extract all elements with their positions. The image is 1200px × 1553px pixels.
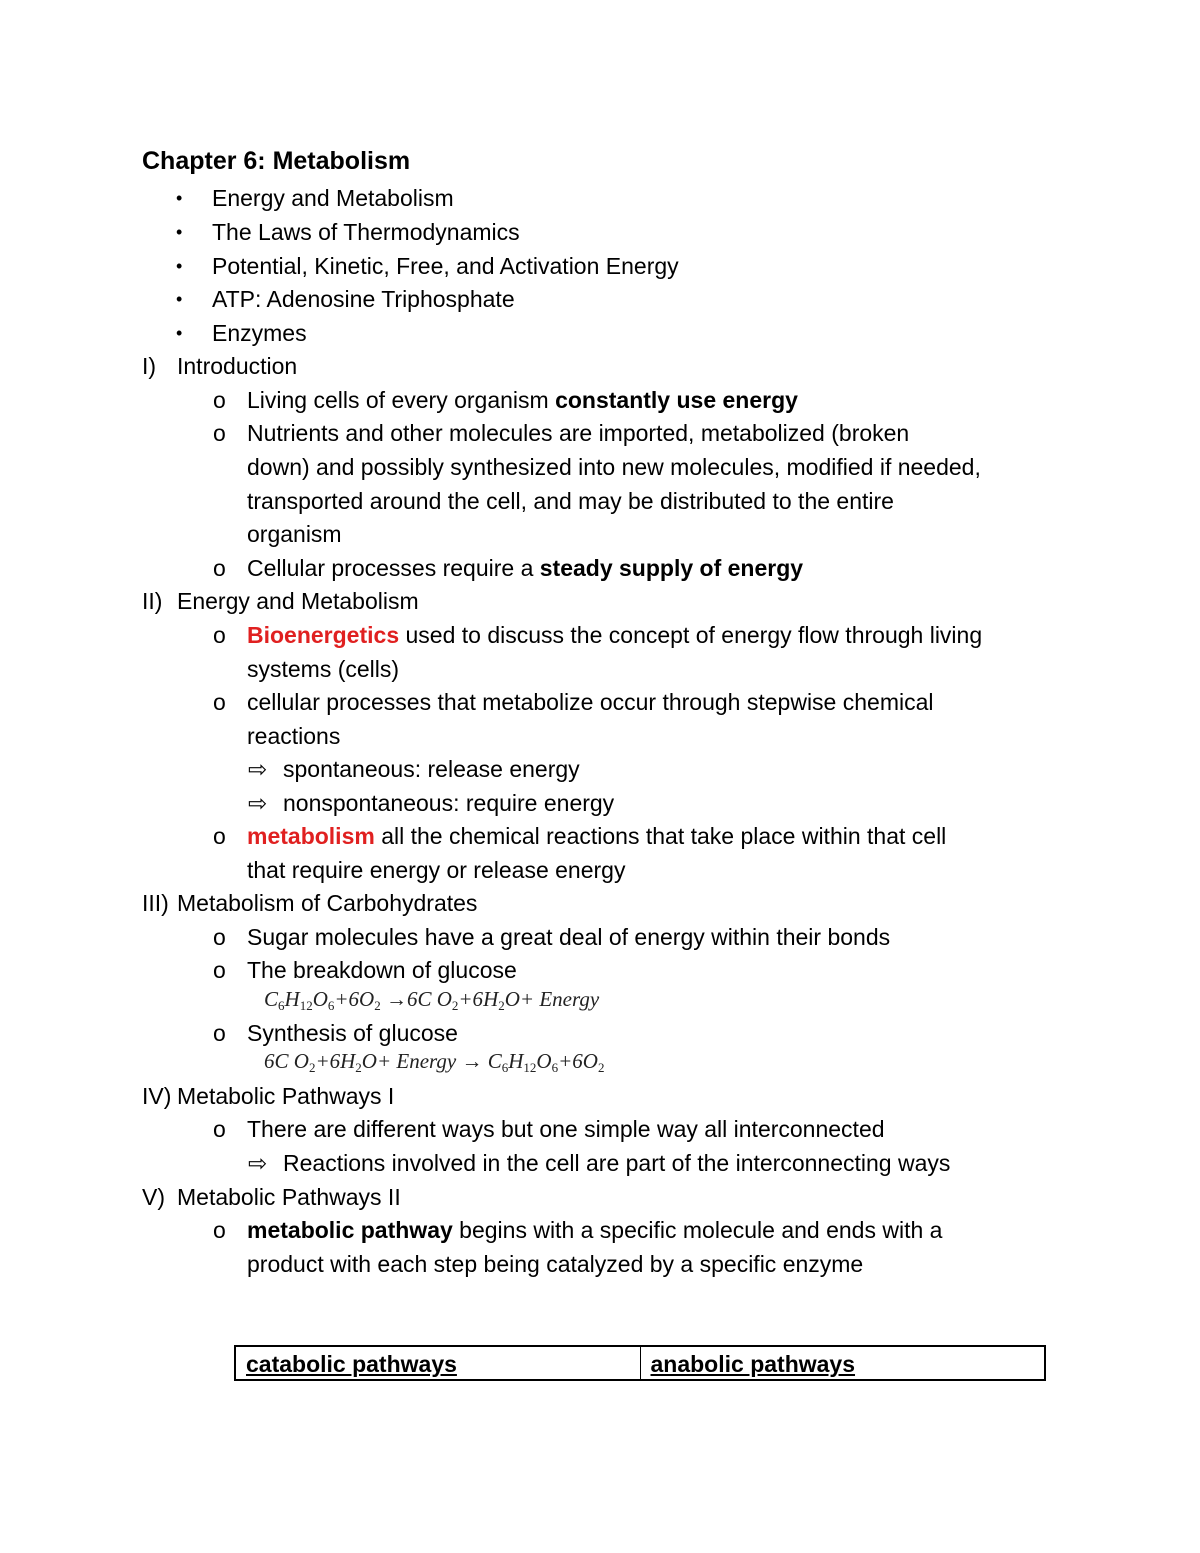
eq-subscript: 2 <box>374 998 381 1013</box>
note-text: Cellular processes require a <box>247 555 540 581</box>
key-term: metabolism <box>247 823 375 849</box>
eq-subscript: 6 <box>551 1060 559 1075</box>
circle-bullet-icon: o <box>213 957 226 983</box>
note-text: down) and possibly synthesized into new molecules, modified if needed, <box>247 454 981 480</box>
eq-part: O+ Energy <box>361 1049 457 1073</box>
eq-part: H <box>508 1049 524 1073</box>
eq-subscript: 2 <box>451 998 459 1013</box>
eq-part: → <box>461 1049 483 1073</box>
eq-subscript: 6 <box>278 998 285 1013</box>
note-text: There are different ways but one simple way all interconnected <box>247 1116 885 1142</box>
note-text: product with each step being catalyzed by a specific enzyme <box>247 1251 864 1277</box>
section-number: II) <box>142 588 163 614</box>
section-number: III) <box>142 890 169 916</box>
sub-note-text: nonspontaneous: require energy <box>283 790 615 816</box>
eq-part: O <box>312 987 328 1011</box>
eq-part: +6 <box>558 1049 583 1073</box>
circle-bullet-icon: o <box>213 555 226 581</box>
topic-item: Enzymes <box>212 320 307 346</box>
bullet-icon: • <box>176 188 183 208</box>
section-heading: Metabolism of Carbohydrates <box>177 890 478 916</box>
note-text: Synthesis of glucose <box>247 1020 458 1046</box>
arrow-bullet-icon: ⇨ <box>248 790 268 816</box>
circle-bullet-icon: o <box>213 1020 226 1046</box>
sub-note-text: spontaneous: release energy <box>283 756 580 782</box>
bullet-icon: • <box>176 222 183 242</box>
note-text: all the chemical reactions that take place within that cell <box>374 823 947 849</box>
eq-subscript: 6 <box>327 998 335 1013</box>
key-term: Bioenergetics <box>247 622 400 648</box>
note-item <box>247 551 803 585</box>
note-item <box>247 383 798 417</box>
pathways-table <box>234 1345 1046 1381</box>
table-header-catabolic: catabolic pathways <box>246 1351 457 1377</box>
topic-item: ATP: Adenosine Triphosphate <box>212 286 515 312</box>
note-text: systems (cells) <box>247 656 400 682</box>
topic-item: The Laws of Thermodynamics <box>212 219 520 245</box>
eq-part: O <box>536 1049 552 1073</box>
note-text: begins with a specific molecule and ends with a <box>452 1217 943 1243</box>
eq-part: +6 <box>315 1049 341 1073</box>
eq-subscript: 6 <box>501 1060 509 1075</box>
sub-note-text: Reactions involved in the cell are part of the interconnecting ways <box>283 1150 951 1176</box>
note-text: that require energy or release energy <box>247 857 626 883</box>
eq-part: O+ Energy <box>504 987 600 1011</box>
note-item <box>247 618 982 652</box>
circle-bullet-icon: o <box>213 924 226 950</box>
note-text: transported around the cell, and may be distributed to the entire <box>247 488 894 514</box>
note-text: Nutrients and other molecules are imported, metabolized (broken <box>247 420 910 446</box>
section-number: V) <box>142 1184 165 1210</box>
emphasis-text: constantly use energy <box>555 387 798 413</box>
eq-part: O <box>359 987 375 1011</box>
eq-part: C <box>264 987 279 1011</box>
arrow-bullet-icon: ⇨ <box>248 1150 268 1176</box>
eq-part: O <box>582 1049 598 1073</box>
eq-part: +6 <box>458 987 484 1011</box>
bullet-icon: • <box>176 256 183 276</box>
eq-subscript: 12 <box>523 1060 537 1075</box>
circle-bullet-icon: o <box>213 420 226 446</box>
note-text: Living cells of every organism <box>247 387 556 413</box>
note-item <box>247 1213 942 1247</box>
eq-subscript: 2 <box>597 1060 605 1075</box>
circle-bullet-icon: o <box>213 1116 226 1142</box>
emphasis-text: steady supply of energy <box>539 555 804 581</box>
eq-part: C O <box>274 1049 309 1073</box>
section-number: IV) <box>142 1083 172 1109</box>
section-heading: Metabolic Pathways I <box>177 1083 395 1109</box>
eq-part: +6 <box>334 987 360 1011</box>
circle-bullet-icon: o <box>213 689 226 715</box>
arrow-bullet-icon: ⇨ <box>248 756 268 782</box>
note-item <box>247 819 946 853</box>
circle-bullet-icon: o <box>213 1217 226 1243</box>
eq-subscript: 2 <box>355 1060 362 1075</box>
topic-item: Energy and Metabolism <box>212 185 454 211</box>
eq-subscript: 2 <box>308 1060 316 1075</box>
eq-part: H <box>284 987 300 1011</box>
section-number: I) <box>142 353 157 379</box>
note-text: Sugar molecules have a great deal of energy within their bonds <box>247 924 891 950</box>
note-text: reactions <box>247 723 341 749</box>
eq-part: C <box>487 1049 502 1073</box>
eq-part: C O <box>417 987 452 1011</box>
bullet-icon: • <box>176 289 183 309</box>
note-text: organism <box>247 521 342 547</box>
section-heading: Energy and Metabolism <box>177 588 419 614</box>
chapter-title: Chapter 6: Metabolism <box>142 147 411 175</box>
topic-item: Potential, Kinetic, Free, and Activation Energy <box>212 253 679 279</box>
note-text: cellular processes that metabolize occur through stepwise chemical <box>247 689 934 715</box>
circle-bullet-icon: o <box>213 387 226 413</box>
eq-part: H <box>483 987 499 1011</box>
note-text: used to discuss the concept of energy flow through living <box>399 622 983 648</box>
circle-bullet-icon: o <box>213 823 226 849</box>
section-heading: Metabolic Pathways II <box>177 1184 401 1210</box>
bullet-icon: • <box>176 323 183 343</box>
key-term: metabolic pathway <box>247 1217 453 1243</box>
section-heading: Introduction <box>177 353 298 379</box>
glucose-synthesis-equation <box>264 1046 604 1083</box>
table-header-anabolic: anabolic pathways <box>640 1347 1045 1379</box>
circle-bullet-icon: o <box>213 622 226 648</box>
eq-subscript: 2 <box>498 998 505 1013</box>
eq-part: 6 <box>264 1049 275 1073</box>
note-text: The breakdown of glucose <box>247 957 517 983</box>
eq-subscript: 12 <box>299 998 313 1013</box>
eq-part: H <box>340 1049 356 1073</box>
eq-part: →6 <box>385 987 418 1011</box>
